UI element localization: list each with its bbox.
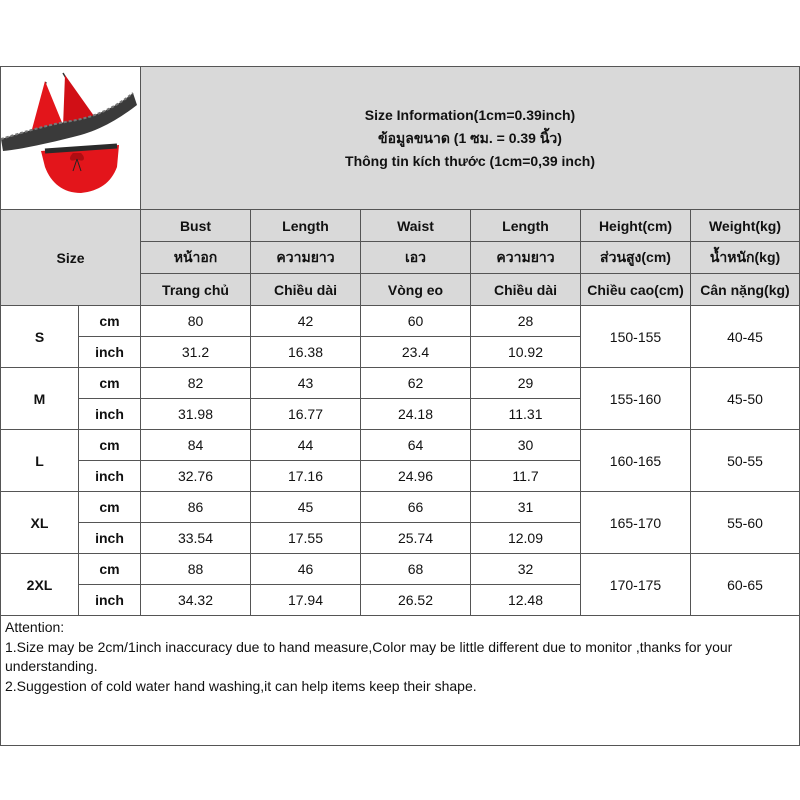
column-header: Height(cm) — [581, 210, 691, 242]
measure-cell: 12.09 — [471, 523, 581, 554]
column-header: ความยาว — [251, 242, 361, 274]
measure-cell: 43 — [251, 368, 361, 399]
weight-range: 45-50 — [691, 368, 800, 430]
title-line-english: Size Information(1cm=0.39inch) — [364, 106, 576, 123]
measure-cell: 31.98 — [141, 399, 251, 430]
measure-cell: 32 — [471, 554, 581, 585]
size-chart-table — [0, 66, 800, 746]
product-photo — [1, 67, 141, 210]
unit-label: cm — [79, 430, 141, 461]
measure-cell: 10.92 — [471, 337, 581, 368]
table-row — [1, 368, 800, 399]
measure-cell: 66 — [361, 492, 471, 523]
height-range: 170-175 — [581, 554, 691, 616]
size-name: XL — [1, 492, 79, 554]
column-header: Waist — [361, 210, 471, 242]
size-name: L — [1, 430, 79, 492]
height-range: 150-155 — [581, 306, 691, 368]
title-line-vietnamese: Thông tin kích thước (1cm=0,39 inch) — [345, 152, 595, 169]
measure-cell: 60 — [361, 306, 471, 337]
measure-cell: 24.18 — [361, 399, 471, 430]
title-line-thai: ข้อมูลขนาด (1 ซม. = 0.39 นิ้ว) — [378, 129, 562, 146]
size-name: M — [1, 368, 79, 430]
weight-range: 55-60 — [691, 492, 800, 554]
measure-cell: 16.77 — [251, 399, 361, 430]
column-header: Trang chủ — [141, 274, 251, 306]
measure-cell: 17.16 — [251, 461, 361, 492]
measure-cell: 17.55 — [251, 523, 361, 554]
unit-label: inch — [79, 337, 141, 368]
height-range: 155-160 — [581, 368, 691, 430]
unit-label: cm — [79, 368, 141, 399]
weight-range: 50-55 — [691, 430, 800, 492]
attention-note — [1, 616, 800, 746]
column-header: Chiều cao(cm) — [581, 274, 691, 306]
column-header: Chiều dài — [251, 274, 361, 306]
column-header: Chiều dài — [471, 274, 581, 306]
attention-line: Attention: — [5, 619, 65, 635]
height-range: 165-170 — [581, 492, 691, 554]
unit-label: inch — [79, 523, 141, 554]
measure-cell: 12.48 — [471, 585, 581, 616]
column-header: Cân nặng(kg) — [691, 274, 800, 306]
measure-cell: 88 — [141, 554, 251, 585]
measure-cell: 46 — [251, 554, 361, 585]
measure-cell: 32.76 — [141, 461, 251, 492]
measure-cell: 82 — [141, 368, 251, 399]
table-row — [1, 492, 800, 523]
table-row — [1, 554, 800, 585]
size-name: S — [1, 306, 79, 368]
column-header: ความยาว — [471, 242, 581, 274]
measure-cell: 11.7 — [471, 461, 581, 492]
measure-cell: 86 — [141, 492, 251, 523]
table-row — [1, 306, 800, 337]
measure-cell: 68 — [361, 554, 471, 585]
measure-cell: 80 — [141, 306, 251, 337]
column-header: Length — [471, 210, 581, 242]
measure-cell: 64 — [361, 430, 471, 461]
column-header: หน้าอก — [141, 242, 251, 274]
unit-label: cm — [79, 492, 141, 523]
measure-cell: 42 — [251, 306, 361, 337]
column-header: Bust — [141, 210, 251, 242]
measure-cell: 11.31 — [471, 399, 581, 430]
measure-cell: 28 — [471, 306, 581, 337]
measure-cell: 23.4 — [361, 337, 471, 368]
column-header: ส่วนสูง(cm) — [581, 242, 691, 274]
measure-cell: 16.38 — [251, 337, 361, 368]
measure-cell: 17.94 — [251, 585, 361, 616]
weight-range: 60-65 — [691, 554, 800, 616]
unit-label: cm — [79, 306, 141, 337]
column-header: Weight(kg) — [691, 210, 800, 242]
measure-cell: 45 — [251, 492, 361, 523]
size-header: Size — [1, 210, 141, 306]
unit-label: inch — [79, 399, 141, 430]
size-name: 2XL — [1, 554, 79, 616]
column-header: น้ำหนัก(kg) — [691, 242, 800, 274]
header-row — [1, 210, 800, 242]
measure-cell: 84 — [141, 430, 251, 461]
unit-label: cm — [79, 554, 141, 585]
lingerie-set-image — [1, 67, 141, 209]
measure-cell: 33.54 — [141, 523, 251, 554]
measure-cell: 34.32 — [141, 585, 251, 616]
measure-cell: 31 — [471, 492, 581, 523]
measure-cell: 29 — [471, 368, 581, 399]
table-row — [1, 430, 800, 461]
unit-label: inch — [79, 461, 141, 492]
attention-row — [1, 616, 800, 746]
size-information-title — [141, 67, 800, 210]
height-range: 160-165 — [581, 430, 691, 492]
measure-cell: 31.2 — [141, 337, 251, 368]
column-header: เอว — [361, 242, 471, 274]
unit-label: inch — [79, 585, 141, 616]
attention-line: 2.Suggestion of cold water hand washing,it can help items keep their shape. — [5, 677, 477, 694]
column-header: Vòng eo — [361, 274, 471, 306]
column-header: Length — [251, 210, 361, 242]
weight-range: 40-45 — [691, 306, 800, 368]
measure-cell: 44 — [251, 430, 361, 461]
measure-cell: 62 — [361, 368, 471, 399]
measure-cell: 30 — [471, 430, 581, 461]
measure-cell: 24.96 — [361, 461, 471, 492]
measure-cell: 26.52 — [361, 585, 471, 616]
attention-line: 1.Size may be 2cm/1inch inaccuracy due to hand measure,Color may be little different due to monitor ,thanks for your understanding. — [5, 638, 733, 674]
measure-cell: 25.74 — [361, 523, 471, 554]
